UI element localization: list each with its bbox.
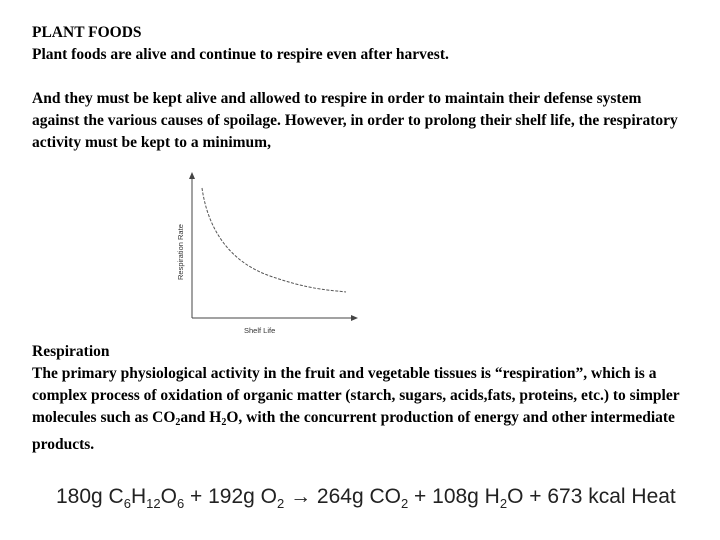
eq-part: + 192g O [184, 485, 277, 508]
paragraph-plant-foods: Plant foods are alive and continue to respire even after harvest. [32, 46, 449, 63]
resp-text-a: The primary physiological activity in the fruit and vegetable tissues is “respiration”, which is a complex process of oxidation of organic matter (starch, sugars, acids,fats, proteins, etc.) to simpler molecules such as CO [32, 365, 680, 426]
heading-plant-foods: PLANT FOODS [32, 24, 142, 41]
paragraph-kept-alive: And they must be kept alive and allowed to respire in order to maintain their defense system against the various causes of spoilage. However, in order to prolong their shelf life, the respiratory activity must be kept to a minimum, [32, 90, 678, 151]
respiration-curve [202, 188, 346, 292]
eq-part: H [130, 485, 147, 508]
resp-text-c: O, with the concurrent production of energy and other intermediate products. [32, 409, 675, 453]
eq-sub: 2 [277, 496, 285, 511]
eq-part: O [160, 485, 177, 508]
eq-part: + 108g H [408, 485, 500, 508]
resp-sub-co2: 2 [175, 417, 181, 428]
eq-sub: 2 [499, 496, 508, 511]
eq-sub: 6 [176, 496, 185, 511]
y-axis-arrow [189, 172, 195, 179]
paragraph-respiration [32, 363, 682, 456]
respiration-shelf-life-graph [170, 170, 370, 342]
resp-sub-h2o: 2 [221, 417, 227, 428]
eq-sub: 6 [123, 496, 131, 511]
x-axis-arrow [351, 315, 358, 321]
y-axis-label: Respiration Rate [176, 224, 185, 280]
eq-part: → 264g CO [284, 485, 401, 508]
respiration-equation [56, 485, 676, 511]
eq-sub: 12 [146, 496, 161, 511]
resp-text-b: and H [180, 409, 222, 426]
eq-part: O + 673 kcal Heat [507, 485, 676, 508]
x-axis-label: Shelf Life [244, 326, 276, 335]
eq-sub: 2 [400, 496, 409, 511]
heading-respiration: Respiration [32, 343, 110, 360]
eq-part: 180g C [56, 485, 124, 508]
